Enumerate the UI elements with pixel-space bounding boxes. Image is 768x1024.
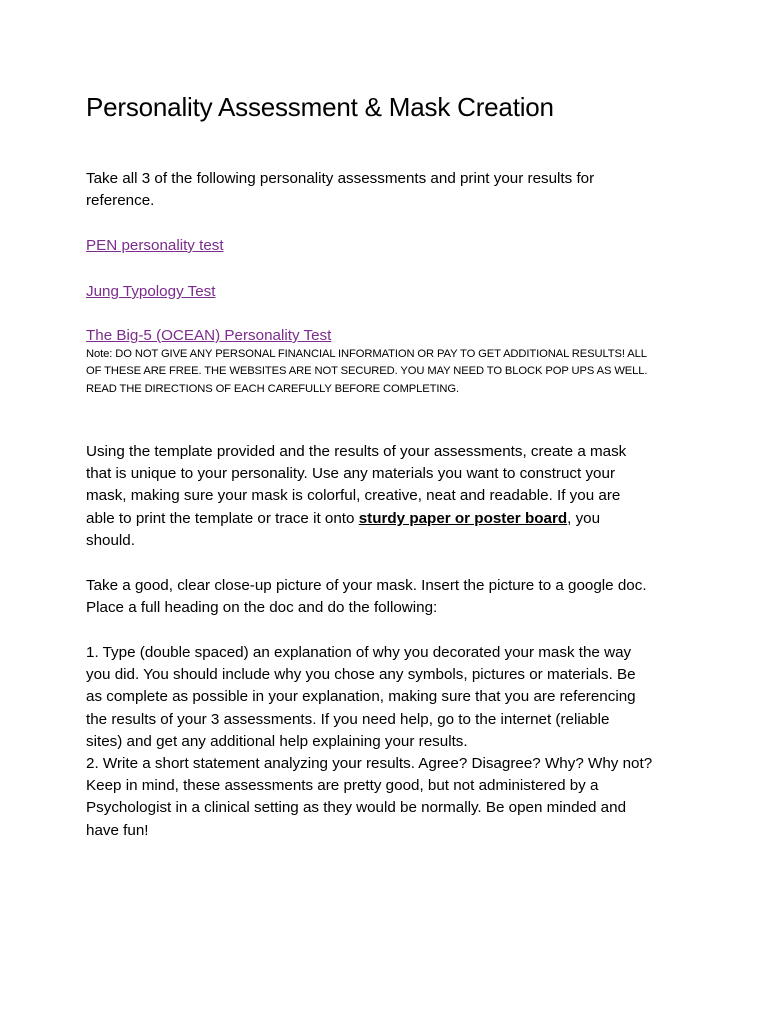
emphasis-sturdy-paper: sturdy paper or poster board bbox=[358, 509, 568, 527]
step-line: Psychologist in a clinical setting as they would be normally. Be open minded and bbox=[86, 799, 627, 817]
intro-line: Take all 3 of the following personality assessments and print your results for bbox=[86, 170, 595, 187]
link-jung-typology-test[interactable]: Jung Typology Test bbox=[86, 283, 216, 300]
step-line: 1. Type (double spaced) an explanation of why you decorated your mask the way bbox=[86, 644, 632, 661]
warning-note bbox=[86, 346, 706, 398]
picture-instructions-paragraph bbox=[86, 575, 696, 619]
step-line: as complete as possible in your explanation, making sure that you are referencing bbox=[86, 688, 636, 706]
intro-paragraph bbox=[86, 168, 696, 212]
mask-line-text: able to print the template or trace it onto bbox=[86, 509, 359, 527]
intro-line: reference. bbox=[86, 192, 155, 210]
mask-instructions-paragraph bbox=[86, 441, 696, 552]
mask-line bbox=[86, 508, 696, 530]
mask-line: Using the template provided and the results of your assessments, create a mask bbox=[86, 443, 627, 460]
link-pen-personality-test[interactable]: PEN personality test bbox=[86, 237, 224, 254]
note-line: Note: DO NOT GIVE ANY PERSONAL FINANCIAL INFORMATION OR PAY TO GET ADDITIONAL RESULTS! ALL bbox=[86, 348, 647, 360]
note-line: OF THESE ARE FREE. THE WEBSITES ARE NOT SECURED. YOU MAY NEED TO BLOCK POP UPS AS WELL. bbox=[86, 365, 648, 378]
step-line: sites) and get any additional help explaining your results. bbox=[86, 732, 468, 750]
page-title: Personality Assessment & Mask Creation bbox=[86, 92, 554, 122]
mask-line: that is unique to your personality. Use any materials you want to construct your bbox=[86, 465, 616, 483]
step-line: the results of your 3 assessments. If you need help, go to the internet (reliable bbox=[86, 710, 610, 728]
link-big5-ocean-test[interactable]: The Big-5 (OCEAN) Personality Test bbox=[86, 327, 332, 344]
note-line: READ THE DIRECTIONS OF EACH CAREFULLY BEFORE COMPLETING. bbox=[86, 382, 459, 395]
step-line: 2. Write a short statement analyzing your results. Agree? Disagree? Why? Why not? bbox=[86, 755, 653, 773]
mask-line-text: , you bbox=[567, 509, 601, 527]
steps-paragraph bbox=[86, 642, 696, 842]
step-line: you did. You should include why you chose any symbols, pictures or materials. Be bbox=[86, 666, 636, 684]
mask-line: should. bbox=[86, 531, 135, 549]
step-line: have fun! bbox=[86, 821, 149, 839]
mask-line: mask, making sure your mask is colorful, creative, neat and readable. If you are bbox=[86, 487, 621, 505]
step-line: Keep in mind, these assessments are pretty good, but not administered by a bbox=[86, 777, 599, 795]
picture-line: Take a good, clear close-up picture of your mask. Insert the picture to a google doc. bbox=[86, 577, 647, 594]
picture-line: Place a full heading on the doc and do the following: bbox=[86, 599, 438, 617]
